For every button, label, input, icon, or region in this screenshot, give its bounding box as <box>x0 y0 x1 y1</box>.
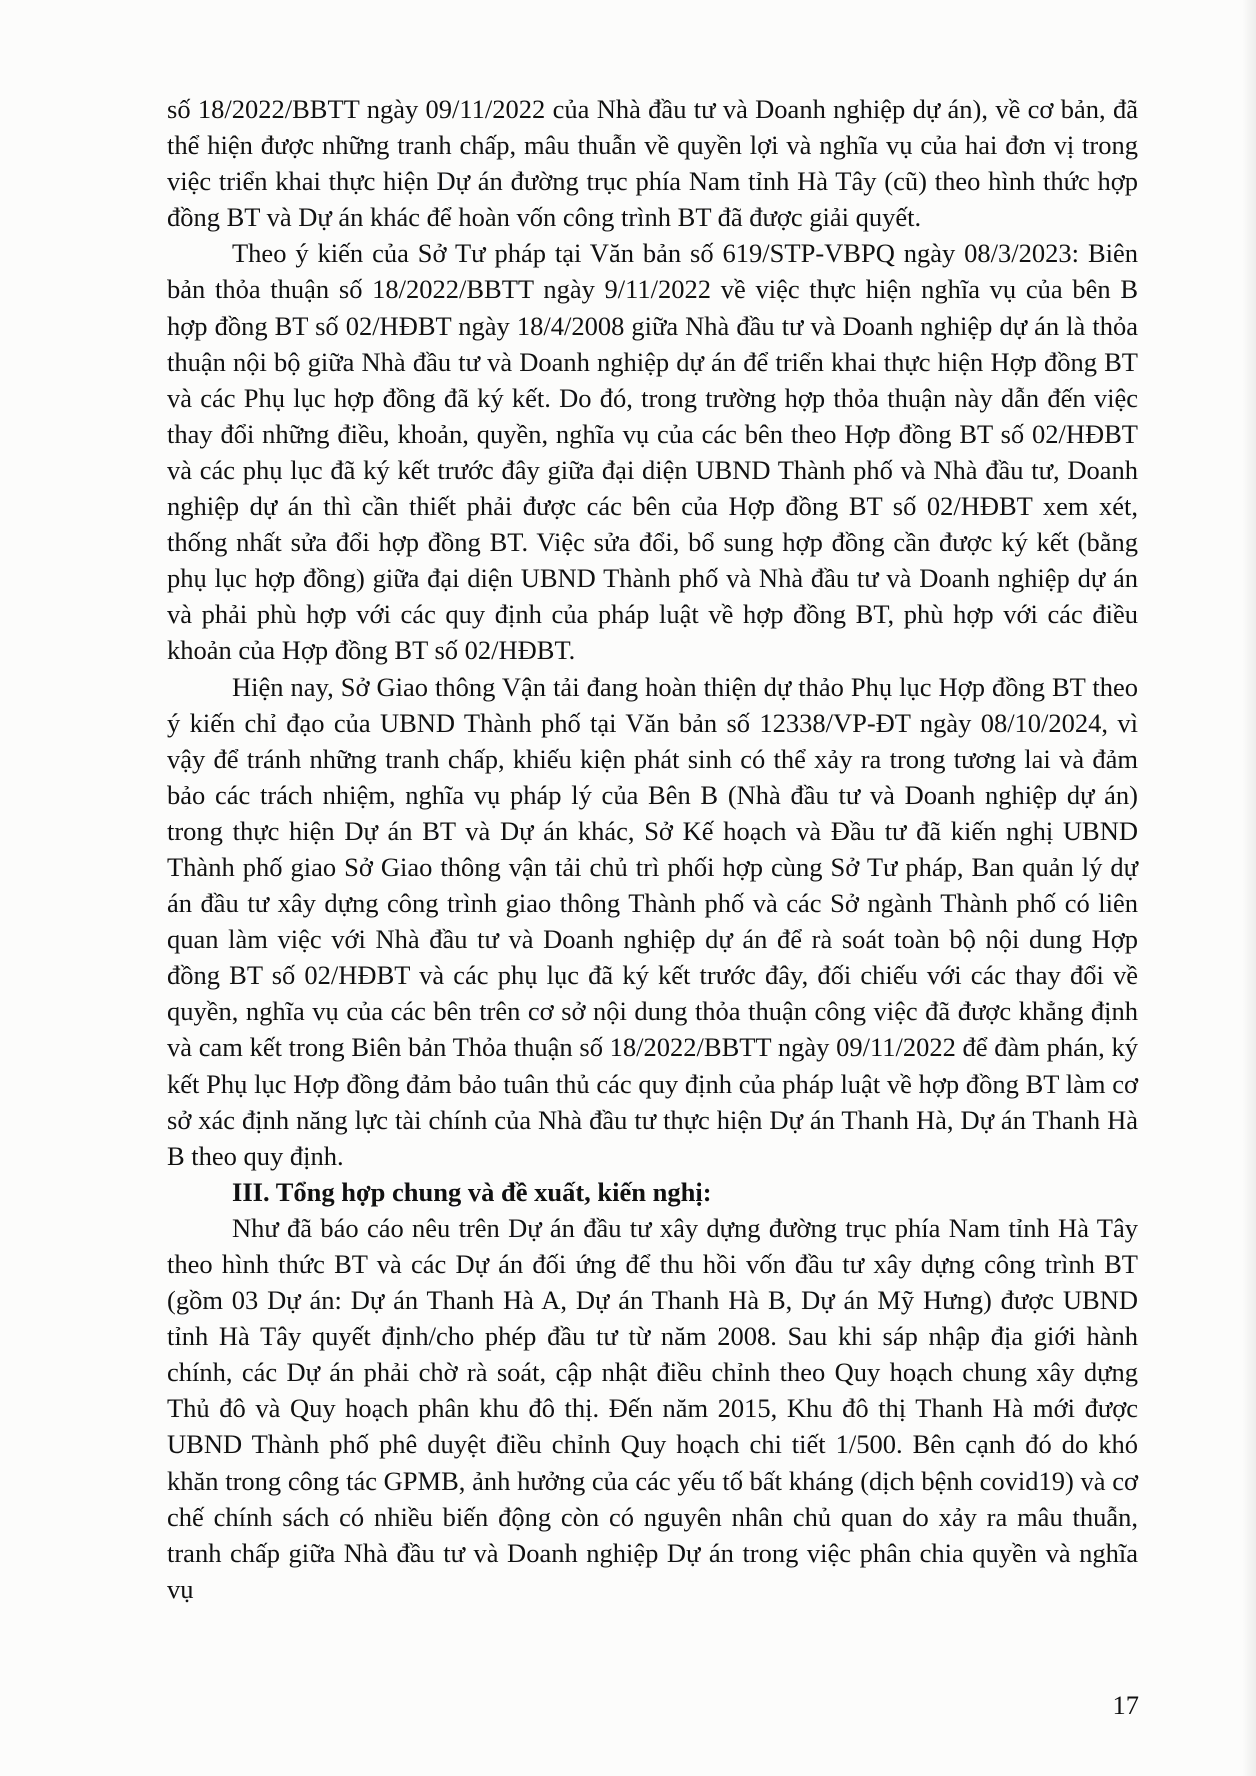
document-body <box>167 91 1138 1607</box>
paragraph-summary: Như đã báo cáo nêu trên Dự án đầu tư xây dựng đường trục phía Nam tỉnh Hà Tây theo hình thức BT và các Dự án đối ứng để thu hồi vốn đầu tư xây dựng công trình BT (gồm 03 Dự án: Dự án Thanh Hà A, Dự án Thanh Hà B, Dự án Mỹ Hưng) được UBND tỉnh Hà Tây quyết định/cho phép đầu tư từ năm 2008. Sau khi sáp nhập địa giới hành chính, các Dự án phải chờ rà soát, cập nhật điều chỉnh theo Quy hoạch chung xây dựng Thủ đô và Quy hoạch phân khu đô thị. Đến năm 2015, Khu đô thị Thanh Hà mới được UBND Thành phố phê duyệt điều chỉnh Quy hoạch chi tiết 1/500. Bên cạnh đó do khó khăn trong công tác GPMB, ảnh hưởng của các yếu tố bất kháng (dịch bệnh covid19) và cơ chế chính sách có nhiều biến động còn có nguyên nhân chủ quan do xảy ra mâu thuẫn, tranh chấp giữa Nhà đầu tư và Doanh nghiệp Dự án trong việc phân chia quyền và nghĩa vụ <box>167 1212 1138 1604</box>
paragraph-current-status: Hiện nay, Sở Giao thông Vận tải đang hoàn thiện dự thảo Phụ lục Hợp đồng BT theo ý kiến chỉ đạo của UBND Thành phố tại Văn bản số 12338/VP-ĐT ngày 08/10/2024, vì vậy để tránh những tranh chấp, khiếu kiện phát sinh có thể xảy ra trong tương lai và đảm bảo các trách nhiệm, nghĩa vụ pháp lý của Bên B (Nhà đầu tư và Doanh nghiệp dự án) trong thực hiện Dự án BT và Dự án khác, Sở Kế hoạch và Đầu tư đã kiến nghị UBND Thành phố giao Sở Giao thông vận tải chủ trì phối hợp cùng Sở Tư pháp, Ban quản lý dự án đầu tư xây dựng công trình giao thông Thành phố và các Sở ngành Thành phố có liên quan làm việc với Nhà đầu tư và Doanh nghiệp dự án để rà soát toàn bộ nội dung Hợp đồng BT số 02/HĐBT và các phụ lục đã ký kết trước đây, đối chiếu với các thay đổi về quyền, nghĩa vụ của các bên trên cơ sở nội dung thỏa thuận công việc đã được khẳng định và cam kết trong Biên bản Thỏa thuận số 18/2022/BBTT ngày 09/11/2022 để đàm phán, ký kết Phụ lục Hợp đồng đảm bảo tuân thủ các quy định của pháp luật về hợp đồng BT làm cơ sở xác định năng lực tài chính của Nhà đầu tư thực hiện Dự án Thanh Hà, Dự án Thanh Hà B theo quy định. <box>167 671 1138 1171</box>
section-heading: III. Tổng hợp chung và đề xuất, kiến nghị: <box>232 1176 712 1207</box>
paragraph-continuation: số 18/2022/BBTT ngày 09/11/2022 của Nhà đầu tư và Doanh nghiệp dự án), về cơ bản, đã thể hiện được những tranh chấp, mâu thuẫn về quyền lợi và nghĩa vụ của hai đơn vị trong việc triển khai thực hiện Dự án đường trục phía Nam tỉnh Hà Tây (cũ) theo hình thức hợp đồng BT và Dự án khác để hoàn vốn công trình BT đã được giải quyết. <box>167 94 1138 233</box>
paragraph-justice-department-opinion: Theo ý kiến của Sở Tư pháp tại Văn bản số 619/STP-VBPQ ngày 08/3/2023: Biên bản thỏa thuận số 18/2022/BBTT ngày 9/11/2022 về việc thực hiện nghĩa vụ của bên B hợp đồng BT số 02/HĐBT ngày 18/4/2008 giữa Nhà đầu tư và Doanh nghiệp dự án là thỏa thuận nội bộ giữa Nhà đầu tư và Doanh nghiệp dự án để triển khai thực hiện Hợp đồng BT và các Phụ lục hợp đồng đã ký kết. Do đó, trong trường hợp thỏa thuận này dẫn đến việc thay đổi những điều, khoản, quyền, nghĩa vụ của các bên theo Hợp đồng BT số 02/HĐBT và các phụ lục đã ký kết trước đây giữa đại diện UBND Thành phố và Nhà đầu tư, Doanh nghiệp dự án thì cần thiết phải được các bên của Hợp đồng BT số 02/HĐBT xem xét, thống nhất sửa đổi hợp đồng BT. Việc sửa đổi, bổ sung hợp đồng cần được ký kết (bằng phụ lục hợp đồng) giữa đại diện UBND Thành phố và Nhà đầu tư và Doanh nghiệp dự án và phải phù hợp với các quy định của pháp luật về hợp đồng BT, phù hợp với các điều khoản của Hợp đồng BT số 02/HĐBT. <box>167 238 1138 666</box>
page-number: 17 <box>1112 1690 1139 1720</box>
page-edge-shadow <box>1242 0 1256 1776</box>
